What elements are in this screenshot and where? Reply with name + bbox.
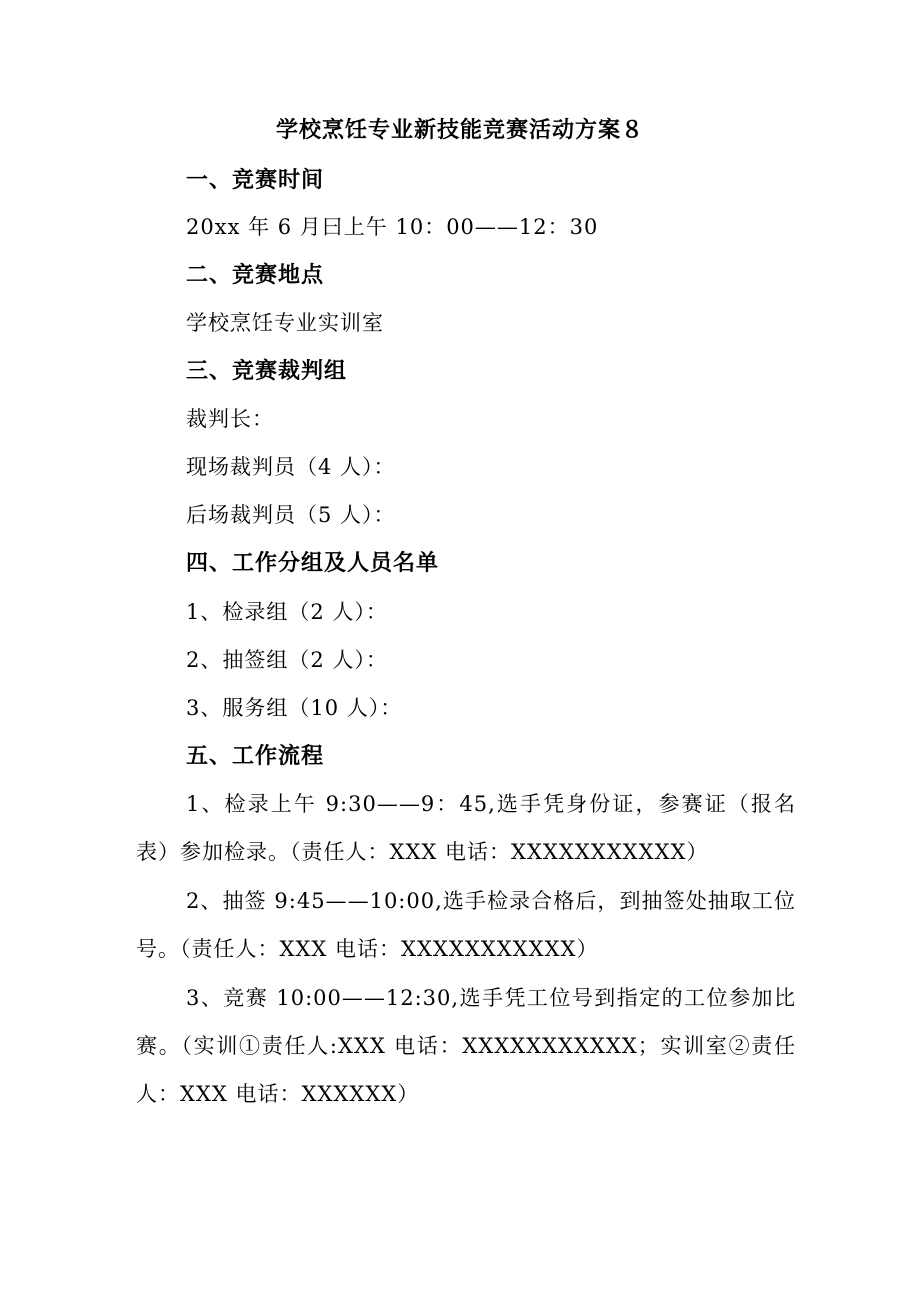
competition-venue-text: 学校烹饪专业实训室	[186, 311, 384, 335]
service-group-line: 3、服务组（10 人）：	[186, 696, 403, 720]
section-heading-groups: 四、工作分组及人员名单	[186, 550, 440, 576]
onsite-judges-line: 现场裁判员（4 人）：	[186, 455, 396, 479]
chief-judge-line: 裁判长：	[186, 407, 274, 431]
workflow-paragraph-checkin: 1、检录上午 9:30——9：45,选手凭身份证，参赛证（报名表）参加检录。（责任人：XXX 电话：XXXXXXXXXXX）	[136, 792, 796, 864]
document-title: 学校烹饪专业新技能竞赛活动方案８	[275, 117, 644, 143]
section-heading-venue: 二、竞赛地点	[186, 262, 325, 288]
draw-group-line: 2、抽签组（2 人）：	[186, 648, 388, 672]
section-heading-judges: 三、竞赛裁判组	[186, 358, 348, 384]
backstage-judges-line: 后场裁判员（5 人）：	[186, 503, 396, 527]
workflow-paragraph-competition: 3、竞赛 10:00——12:30,选手凭工位号到指定的工位参加比赛。（实训①责任人:XXX 电话：XXXXXXXXXXX；实训室②责任人：XXX 电话：XXXXXX）	[136, 986, 796, 1106]
workflow-paragraph-draw: 2、抽签 9:45——10:00,选手检录合格后，到抽签处抽取工位号。（责任人：XXX 电话：XXXXXXXXXXX）	[136, 889, 796, 961]
section-heading-time: 一、竞赛时间	[186, 167, 325, 193]
section-heading-workflow: 五、工作流程	[186, 743, 325, 769]
competition-time-text: 20xx 年 6 月曰上午 10：00——12：30	[186, 215, 599, 239]
checkin-group-line: 1、检录组（2 人）：	[186, 600, 388, 624]
